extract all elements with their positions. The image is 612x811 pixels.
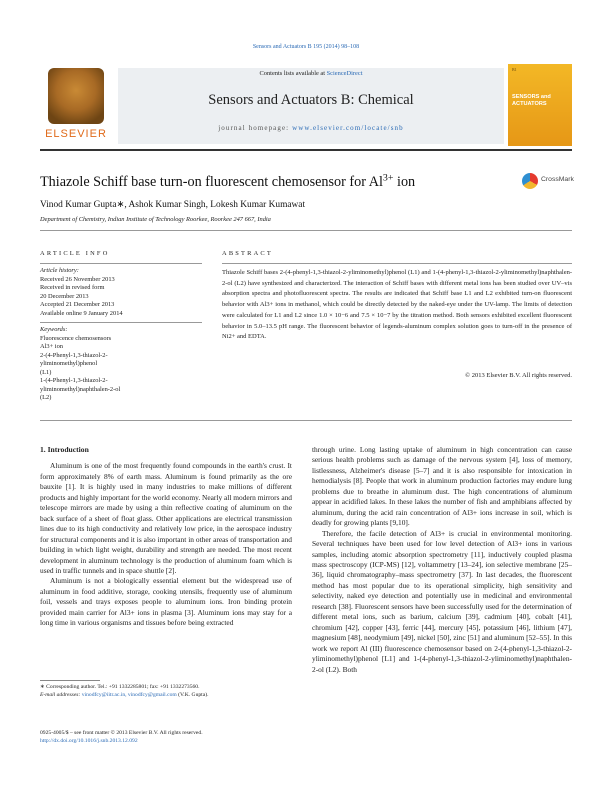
- email-links[interactable]: vinodfcy@iitr.ac.in, vinodfcy@gmail.com: [81, 691, 177, 698]
- title-tail: ion: [393, 174, 416, 190]
- title-superscript: 3+: [382, 172, 394, 184]
- paragraph: Aluminum is not a biologically essential element but the widespread use of aluminum in food additive, storage, cooking utensils, frequently use of aluminum foil, vessels and trays exposes people to aluminum ions. Iron binding protein provided main carrier for Al3+ ions in plasma [3]. Aluminum ions may stay for a long time in various organisms and tissues before being extracted: [40, 576, 292, 628]
- history-label: Article history:: [40, 267, 79, 274]
- article-info-divider: [40, 263, 202, 264]
- elsevier-logo: [40, 66, 112, 144]
- issn-line: 0925-4005/$ – see front matter © 2013 Elsevier B.V. All rights reserved.: [40, 730, 203, 736]
- history-item: Received 26 November 2013: [40, 275, 115, 283]
- article-info-heading: ARTICLE INFO: [40, 250, 110, 257]
- abstract-copyright: © 2013 Elsevier B.V. All rights reserved.: [465, 372, 572, 379]
- keyword-item: (L1): [40, 368, 52, 376]
- history-item: 20 December 2013: [40, 292, 89, 300]
- article-history: [40, 267, 205, 318]
- info-divider-top: [40, 230, 572, 231]
- keyword-item: 1-(4-Phenyl-1,3-thiazol-2-: [40, 377, 108, 384]
- keywords-divider: [40, 322, 202, 323]
- journal-reference[interactable]: Sensors and Actuators B 195 (2014) 98–108: [252, 44, 360, 50]
- journal-cover-image[interactable]: [508, 64, 572, 146]
- journal-title: Sensors and Actuators B: Chemical: [208, 92, 414, 108]
- issn-block: [40, 730, 295, 745]
- affiliation: Department of Chemistry, Indian Institute of Technology Roorkee, Roorkee 247 667, India: [40, 216, 271, 223]
- keyword-item: yliminomethyl)naphthalen-2-ol: [40, 385, 121, 393]
- info-divider-bottom: [40, 420, 572, 421]
- keyword-item: yliminomethyl)phenol: [40, 360, 98, 367]
- sciencedirect-link[interactable]: ScienceDirect: [326, 70, 363, 77]
- footnote: [40, 684, 295, 699]
- abstract-heading: ABSTRACT: [222, 250, 273, 257]
- journal-homepage: [118, 124, 504, 132]
- author-list: Vinod Kumar Gupta∗, Ashok Kumar Singh, Lokesh Kumar Kumawat: [40, 200, 306, 210]
- body-column-left: [40, 445, 292, 629]
- keywords-label: Keywords:: [40, 326, 68, 333]
- article-title: [40, 174, 520, 191]
- homepage-link[interactable]: www.elsevier.com/locate/snb: [292, 124, 404, 132]
- abstract-divider: [222, 263, 572, 264]
- paragraph: Aluminum is one of the most frequently found compounds in the earth's crust. It form approximately 8% of earth mass. Aluminum is found primarily as the ore bauxite [1]. It is highly used in many industries to make millions of different products and highly important for the world economy. Nearly all modern mirrors and telescope mirrors are made by using a thin reflective coating of aluminum on the back surface of a sheet of float glass. Other applications are electrical transmission lines due to its high conductivity and relatively low price, in the aerospace industry for structural components and it is also important in other areas of transportation and building in which light weight, durability and strength are needed. The most recent development in aluminum technology is the production of aluminum foam which is used in traffic tunnels and in space shuttle [2].: [40, 461, 292, 575]
- doi-link[interactable]: http://dx.doi.org/10.1016/j.snb.2013.12.092: [40, 737, 138, 744]
- abstract-text: Thiazole Schiff bases 2-(4-phenyl-1,3-thiazol-2-yliminomethyl)phenol (L1) and 1-(4-phenyl-1,3-thiazol-2-yliminomethyl)naphthalen-2-ol (L2) have synthesized and characterized. The interaction of Schiff bases with different metal ions has been studied over UV–vis absorption spectra and photofluorescent spectra. The results are indicated that Schiff base L1 and L2 exhibited turn-on fluorescent behavior with Al3+ ions in methanol, which could be directly detected by the naked-eye under the UV-lamp. The limits of detection were calculated for L1 and L2 since 1.0 × 10−6 and 7.5 × 10−7 by the titration method. Both sensors exhibited excellent fluorescent behavior in 5.0–13.5 pH range. The fluorescent behavior of legends-aluminum complex solution goes to turn-off in the presence of Ni2+ and EDTA.: [222, 269, 572, 341]
- elsevier-wordmark: ELSEVIER: [45, 128, 107, 140]
- keyword-item: 2-(4-Phenyl-1,3-thiazol-2-: [40, 351, 108, 359]
- history-item: Available online 9 January 2014: [40, 309, 123, 317]
- paragraph: through urine. Long lasting uptake of aluminum in high concentration can cause serious health problems such as damage of the nervous system [4], loss of memory, listlessness, Alzheimer's disease [5–7] and it is also responsible for intoxication in hemodialysis [8]. People that work in aluminum production factories may endure lung problems due to breathe in aluminum dust. The high concentrations of aluminum appear in acidified lakes. In these lakes the number of fish and amphibians affected by aluminum, during the acid rain concentration of Al3+ ions increase in soil, which is deadly for growing plants [9,10].: [312, 445, 572, 528]
- paragraph: Therefore, the facile detection of Al3+ is crucial in environmental monitoring. Several techniques have been used for low level detection of Al3+ ions in various samples, including atomic absorption spectrometry [11], inductively coupled plasma mass spectroscopy (ICP-MS) [12], voltammetry [13–24], ion selective membrane [25–36], liquid chromatography–mass spectrometry [37]. In last decades, the fluorescent method has most popular due to its operational simplicity, high sensitivity and selectivity, naked eye detection and potentially use in medicinal and environmental research [38]. Fluorescent sensors have been successfully used for the determination of different metal ions, such as barium, calcium [39], cadmium [40], cobalt [41], chromium [42], copper [43], ferric [44], mercury [45], potassium [46], lithium [47], magnesium [48], neodymium [49], nickel [50], zinc [51] and aluminum [52–55]. In this work we report Al (III) fluorescence chemosensor based on 2-(4-phenyl-1,3-thiazol-2-yliminomethyl)phenol [L1] and 1-(4-phenyl-1,3-thiazol-2-yliminomethyl)naphthalen-2-ol (L2). Both: [312, 528, 572, 674]
- crossmark-label: CrossMark: [541, 176, 574, 183]
- contents-prefix: Contents lists available at: [259, 70, 327, 77]
- homepage-prefix: journal homepage:: [218, 124, 293, 132]
- footnote-divider: [40, 680, 100, 681]
- title-main: Thiazole Schiff base turn-on fluorescent chemosensor for Al: [40, 174, 383, 190]
- keyword-item: Al3+ ion: [40, 343, 63, 350]
- keywords: [40, 326, 205, 403]
- history-item: Received in revised form: [40, 284, 105, 291]
- body-column-right: [312, 445, 572, 675]
- contents-available-line: [118, 68, 504, 80]
- keyword-item: (L2): [40, 394, 52, 401]
- elsevier-tree-icon: [48, 68, 104, 124]
- journal-title-panel: [118, 80, 504, 144]
- history-item: Accepted 21 December 2013: [40, 301, 115, 308]
- header-divider: [40, 149, 572, 151]
- email-line: [40, 692, 295, 700]
- email-label: E-mail addresses:: [40, 691, 82, 698]
- cover-title: SENSORS and ACTUATORS: [512, 94, 551, 107]
- corresponding-author: ∗ Corresponding author. Tel.: +91 1332285801; fax: +91 1332273560.: [40, 684, 200, 690]
- email-owner: (V.K. Gupta).: [176, 691, 209, 698]
- crossmark-badge[interactable]: [522, 172, 572, 190]
- section-heading: 1. Introduction: [40, 445, 89, 454]
- crossmark-icon: [522, 173, 538, 189]
- keyword-item: Fluorescence chemosensors: [40, 334, 112, 342]
- cover-volume: B1: [512, 67, 517, 72]
